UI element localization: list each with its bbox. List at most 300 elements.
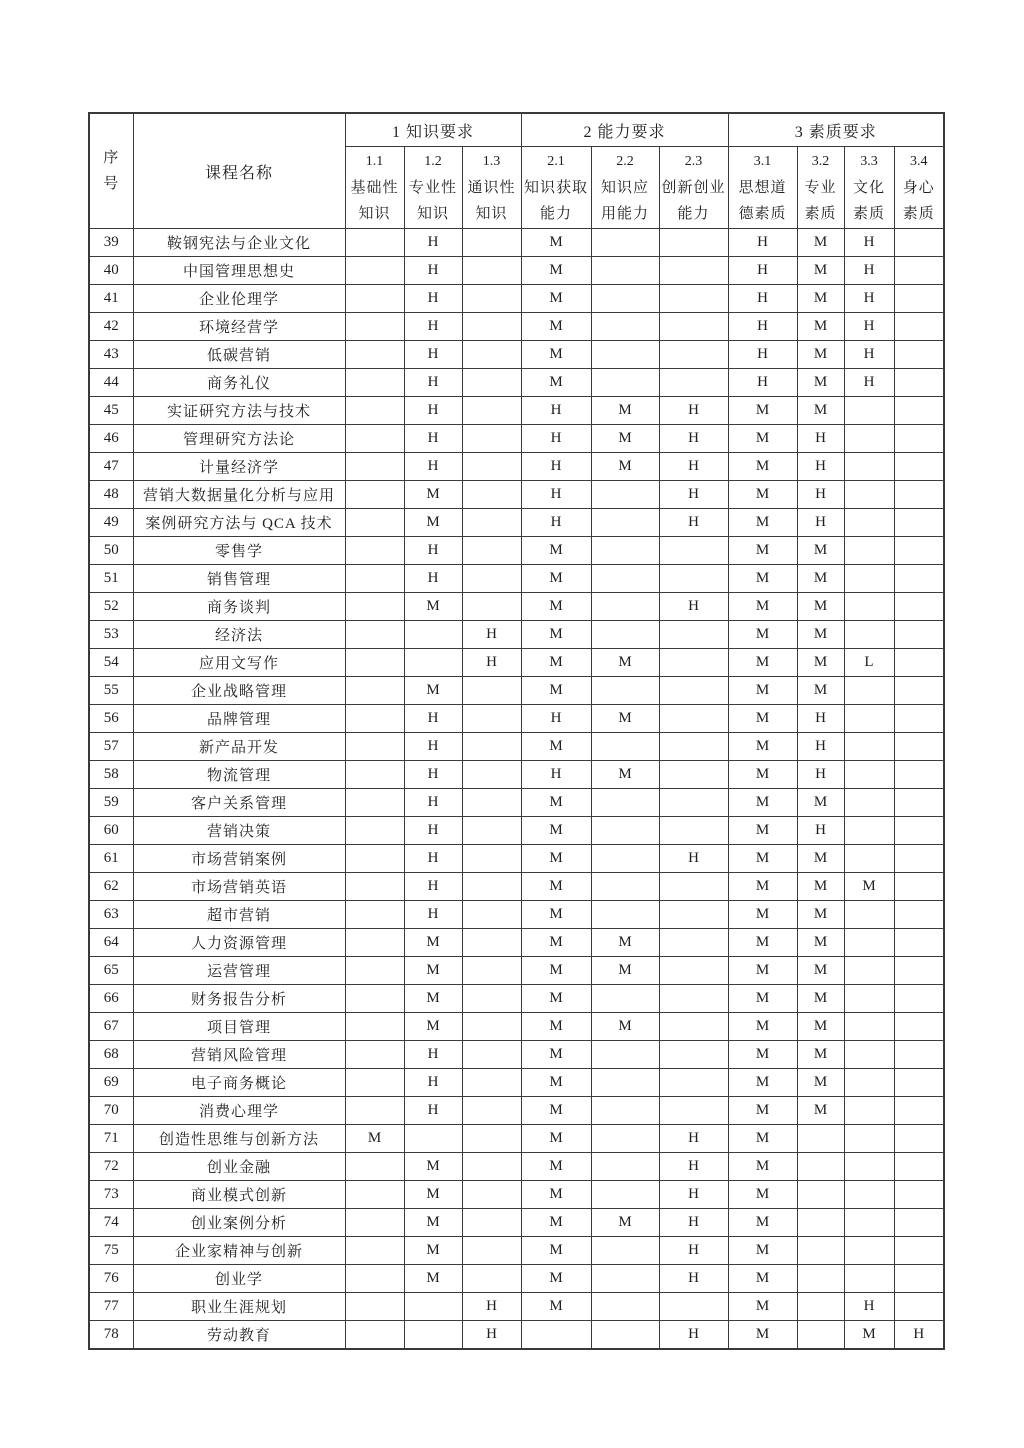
- requirement-value-cell: [844, 761, 894, 789]
- requirement-value-cell: [345, 1013, 404, 1041]
- course-name-cell: 商业模式创新: [133, 1181, 345, 1209]
- requirement-value-cell: [894, 425, 944, 453]
- col-header-3.4: [894, 147, 944, 229]
- course-name-cell: 商务谈判: [133, 593, 345, 621]
- requirement-value-cell: H: [659, 509, 728, 537]
- row-number-cell: 66: [89, 985, 133, 1013]
- col-group-header-2: 2 能力要求: [521, 113, 728, 147]
- requirement-value-cell: [844, 677, 894, 705]
- requirement-value-cell: H: [797, 481, 844, 509]
- table-row: [89, 845, 944, 873]
- requirement-value-cell: [345, 845, 404, 873]
- row-number-cell: 51: [89, 565, 133, 593]
- table-row: [89, 1097, 944, 1125]
- requirement-value-cell: H: [404, 705, 462, 733]
- requirement-value-cell: M: [591, 649, 659, 677]
- requirement-value-cell: [462, 509, 521, 537]
- requirement-value-cell: M: [404, 929, 462, 957]
- requirement-value-cell: H: [659, 397, 728, 425]
- requirement-value-cell: M: [728, 677, 797, 705]
- requirement-value-cell: H: [797, 425, 844, 453]
- header-text: 1.3: [482, 153, 501, 169]
- requirement-value-cell: M: [797, 873, 844, 901]
- table-row: [89, 425, 944, 453]
- requirement-value-cell: [844, 425, 894, 453]
- requirement-value-cell: H: [659, 845, 728, 873]
- requirement-value-cell: M: [728, 705, 797, 733]
- course-name-cell: 消费心理学: [133, 1097, 345, 1125]
- requirement-value-cell: [591, 733, 659, 761]
- col-header-seq: [89, 113, 133, 229]
- requirement-value-cell: [591, 509, 659, 537]
- requirement-value-cell: [345, 1293, 404, 1321]
- requirement-value-cell: M: [591, 397, 659, 425]
- requirement-value-cell: H: [404, 285, 462, 313]
- requirement-value-cell: M: [728, 1013, 797, 1041]
- requirement-value-cell: M: [404, 1181, 462, 1209]
- header-text: 知识获取: [523, 179, 588, 196]
- course-name-cell: 创造性思维与创新方法: [133, 1125, 345, 1153]
- row-number-cell: 46: [89, 425, 133, 453]
- requirement-value-cell: M: [797, 929, 844, 957]
- requirement-value-cell: [659, 733, 728, 761]
- requirement-value-cell: [894, 677, 944, 705]
- requirement-value-cell: H: [404, 1069, 462, 1097]
- requirement-value-cell: M: [844, 873, 894, 901]
- table-row: [89, 649, 944, 677]
- row-number-cell: 58: [89, 761, 133, 789]
- requirement-value-cell: [659, 537, 728, 565]
- requirement-value-cell: H: [659, 1321, 728, 1350]
- requirement-value-cell: [345, 1153, 404, 1181]
- requirement-value-cell: M: [404, 985, 462, 1013]
- requirement-value-cell: [894, 1069, 944, 1097]
- requirement-value-cell: M: [728, 733, 797, 761]
- table-row: [89, 1181, 944, 1209]
- requirement-value-cell: H: [462, 1293, 521, 1321]
- requirement-value-cell: M: [728, 397, 797, 425]
- course-name-cell: 商务礼仪: [133, 369, 345, 397]
- requirement-value-cell: H: [728, 285, 797, 313]
- requirement-value-cell: [345, 341, 404, 369]
- requirement-value-cell: [591, 1041, 659, 1069]
- course-name-cell: 品牌管理: [133, 705, 345, 733]
- requirement-value-cell: [844, 1125, 894, 1153]
- row-number-cell: 78: [89, 1321, 133, 1350]
- header-text: 2.2: [616, 153, 634, 169]
- course-name-cell: 劳动教育: [133, 1321, 345, 1350]
- requirement-value-cell: M: [591, 705, 659, 733]
- requirement-value-cell: M: [797, 285, 844, 313]
- requirement-value-cell: [894, 901, 944, 929]
- requirement-value-cell: M: [728, 845, 797, 873]
- course-name-cell: 经济法: [133, 621, 345, 649]
- course-name-cell: 实证研究方法与技术: [133, 397, 345, 425]
- requirement-value-cell: H: [404, 397, 462, 425]
- requirement-value-cell: [659, 1013, 728, 1041]
- requirement-value-cell: H: [521, 397, 591, 425]
- requirement-value-cell: M: [521, 285, 591, 313]
- requirement-value-cell: M: [521, 537, 591, 565]
- requirement-value-cell: [894, 1293, 944, 1321]
- requirement-value-cell: [591, 369, 659, 397]
- row-number-cell: 64: [89, 929, 133, 957]
- requirement-value-cell: [894, 509, 944, 537]
- requirement-value-cell: M: [345, 1125, 404, 1153]
- requirement-value-cell: [591, 1265, 659, 1293]
- row-number-cell: 65: [89, 957, 133, 985]
- header-text: 3.3: [860, 153, 878, 169]
- course-name-cell: 营销大数据量化分析与应用: [133, 481, 345, 509]
- requirement-value-cell: [894, 1013, 944, 1041]
- requirement-value-cell: [462, 733, 521, 761]
- requirement-value-cell: [844, 481, 894, 509]
- requirement-value-cell: [659, 985, 728, 1013]
- requirement-value-cell: [404, 621, 462, 649]
- requirement-value-cell: M: [728, 481, 797, 509]
- requirement-value-cell: [797, 1153, 844, 1181]
- requirement-value-cell: [345, 1209, 404, 1237]
- requirement-value-cell: M: [521, 957, 591, 985]
- requirement-value-cell: M: [521, 1153, 591, 1181]
- requirement-value-cell: H: [404, 761, 462, 789]
- course-name-cell: 营销风险管理: [133, 1041, 345, 1069]
- requirement-value-cell: [591, 1181, 659, 1209]
- header-text: 3.1: [753, 153, 772, 169]
- requirement-value-cell: [659, 1097, 728, 1125]
- requirement-value-cell: M: [728, 509, 797, 537]
- requirement-value-cell: M: [521, 1069, 591, 1097]
- requirement-value-cell: M: [797, 789, 844, 817]
- requirement-value-cell: M: [728, 1181, 797, 1209]
- requirement-value-cell: H: [521, 761, 591, 789]
- requirement-value-cell: H: [404, 1041, 462, 1069]
- requirement-value-cell: [591, 873, 659, 901]
- requirement-value-cell: [659, 761, 728, 789]
- requirement-value-cell: [894, 257, 944, 285]
- requirement-value-cell: [591, 845, 659, 873]
- requirement-value-cell: [894, 229, 944, 257]
- requirement-value-cell: M: [521, 901, 591, 929]
- header-text: 德素质: [738, 205, 787, 222]
- requirement-value-cell: [894, 453, 944, 481]
- requirement-value-cell: [659, 229, 728, 257]
- requirement-value-cell: [345, 705, 404, 733]
- requirement-value-cell: M: [728, 873, 797, 901]
- table-row: [89, 957, 944, 985]
- requirement-value-cell: [345, 733, 404, 761]
- requirement-value-cell: [659, 957, 728, 985]
- row-number-cell: 69: [89, 1069, 133, 1097]
- requirement-value-cell: [894, 733, 944, 761]
- requirement-value-cell: [844, 901, 894, 929]
- course-name-cell: 超市营销: [133, 901, 345, 929]
- requirement-value-cell: [797, 1181, 844, 1209]
- requirement-value-cell: [659, 341, 728, 369]
- requirement-value-cell: M: [404, 1013, 462, 1041]
- requirement-value-cell: [345, 285, 404, 313]
- col-group-header-3: 3 素质要求: [728, 113, 944, 147]
- requirement-value-cell: H: [797, 733, 844, 761]
- requirement-value-cell: [797, 1209, 844, 1237]
- requirement-value-cell: M: [797, 341, 844, 369]
- requirement-value-cell: [591, 817, 659, 845]
- requirement-value-cell: [894, 957, 944, 985]
- table-row: [89, 397, 944, 425]
- requirement-value-cell: M: [797, 677, 844, 705]
- requirement-value-cell: M: [728, 817, 797, 845]
- table-row: [89, 1069, 944, 1097]
- requirement-value-cell: M: [728, 1153, 797, 1181]
- requirement-value-cell: [844, 817, 894, 845]
- requirement-value-cell: H: [728, 229, 797, 257]
- requirement-value-cell: [462, 593, 521, 621]
- requirement-value-cell: [591, 1321, 659, 1350]
- requirement-value-cell: M: [728, 1237, 797, 1265]
- requirement-value-cell: [659, 313, 728, 341]
- requirement-value-cell: [844, 1153, 894, 1181]
- requirement-value-cell: H: [728, 257, 797, 285]
- requirement-value-cell: H: [844, 285, 894, 313]
- row-number-cell: 54: [89, 649, 133, 677]
- requirement-value-cell: [462, 1097, 521, 1125]
- requirement-value-cell: M: [404, 677, 462, 705]
- course-name-cell: 中国管理思想史: [133, 257, 345, 285]
- requirement-value-cell: [345, 313, 404, 341]
- requirement-value-cell: [894, 761, 944, 789]
- requirement-value-cell: [659, 677, 728, 705]
- requirement-value-cell: M: [591, 453, 659, 481]
- requirement-value-cell: H: [404, 845, 462, 873]
- requirement-value-cell: [591, 1097, 659, 1125]
- requirement-value-cell: [591, 313, 659, 341]
- requirement-value-cell: M: [521, 621, 591, 649]
- requirement-value-cell: H: [404, 453, 462, 481]
- requirement-value-cell: [797, 1293, 844, 1321]
- requirement-value-cell: M: [728, 1125, 797, 1153]
- requirement-value-cell: M: [728, 761, 797, 789]
- requirement-value-cell: [894, 873, 944, 901]
- requirement-value-cell: H: [462, 1321, 521, 1350]
- requirement-value-cell: [591, 257, 659, 285]
- requirement-value-cell: [345, 761, 404, 789]
- requirement-value-cell: H: [404, 565, 462, 593]
- requirement-value-cell: [462, 565, 521, 593]
- row-number-cell: 60: [89, 817, 133, 845]
- table-row: [89, 1209, 944, 1237]
- course-name-cell: 创业案例分析: [133, 1209, 345, 1237]
- requirement-value-cell: M: [521, 1125, 591, 1153]
- requirement-value-cell: M: [728, 1097, 797, 1125]
- table-body: [89, 229, 944, 1350]
- row-number-cell: 61: [89, 845, 133, 873]
- requirement-value-cell: [345, 229, 404, 257]
- row-number-cell: 76: [89, 1265, 133, 1293]
- table-row: [89, 705, 944, 733]
- requirement-value-cell: [462, 929, 521, 957]
- requirement-value-cell: M: [797, 565, 844, 593]
- requirement-value-cell: [844, 1181, 894, 1209]
- requirement-value-cell: H: [844, 257, 894, 285]
- requirement-value-cell: H: [659, 593, 728, 621]
- row-number-cell: 75: [89, 1237, 133, 1265]
- requirement-value-cell: [844, 929, 894, 957]
- requirement-value-cell: [345, 957, 404, 985]
- requirement-value-cell: H: [404, 873, 462, 901]
- col-group-header-1: 1 知识要求: [345, 113, 521, 147]
- requirement-value-cell: [591, 537, 659, 565]
- requirement-value-cell: M: [521, 789, 591, 817]
- requirement-value-cell: [462, 1265, 521, 1293]
- requirement-value-cell: [844, 509, 894, 537]
- requirement-value-cell: [659, 621, 728, 649]
- header-text: 文化: [852, 179, 885, 196]
- requirement-value-cell: M: [591, 929, 659, 957]
- requirement-value-cell: [894, 985, 944, 1013]
- requirement-value-cell: [591, 481, 659, 509]
- requirement-value-cell: M: [797, 257, 844, 285]
- requirement-value-cell: M: [728, 593, 797, 621]
- course-name-cell: 电子商务概论: [133, 1069, 345, 1097]
- requirement-value-cell: [591, 1237, 659, 1265]
- requirement-value-cell: [844, 1265, 894, 1293]
- requirement-value-cell: [462, 397, 521, 425]
- table-row: [89, 1237, 944, 1265]
- requirement-value-cell: [462, 537, 521, 565]
- course-requirements-table: [88, 112, 945, 1350]
- requirement-value-cell: [404, 1293, 462, 1321]
- requirement-value-cell: [797, 1125, 844, 1153]
- requirement-value-cell: M: [797, 1069, 844, 1097]
- row-number-cell: 41: [89, 285, 133, 313]
- requirement-value-cell: [462, 369, 521, 397]
- requirement-value-cell: [462, 677, 521, 705]
- requirement-value-cell: [462, 1181, 521, 1209]
- requirement-value-cell: [894, 1181, 944, 1209]
- requirement-value-cell: [659, 565, 728, 593]
- requirement-value-cell: M: [521, 1237, 591, 1265]
- seq-head-line1: 序: [103, 150, 120, 166]
- header-text: 思想道: [738, 179, 787, 196]
- requirement-value-cell: M: [521, 593, 591, 621]
- requirement-value-cell: M: [404, 1209, 462, 1237]
- requirement-value-cell: H: [404, 341, 462, 369]
- row-number-cell: 55: [89, 677, 133, 705]
- course-name-cell: 创业学: [133, 1265, 345, 1293]
- requirement-value-cell: [894, 369, 944, 397]
- requirement-value-cell: [894, 1153, 944, 1181]
- requirement-value-cell: M: [797, 957, 844, 985]
- course-name-cell: 环境经营学: [133, 313, 345, 341]
- requirement-value-cell: H: [844, 229, 894, 257]
- requirement-value-cell: H: [404, 229, 462, 257]
- requirement-value-cell: H: [404, 369, 462, 397]
- requirement-value-cell: M: [591, 761, 659, 789]
- header-text: 创新创业: [661, 179, 726, 196]
- course-name-cell: 职业生涯规划: [133, 1293, 345, 1321]
- requirement-value-cell: [844, 1237, 894, 1265]
- requirement-value-cell: [894, 593, 944, 621]
- requirement-value-cell: M: [521, 1041, 591, 1069]
- requirement-value-cell: H: [404, 733, 462, 761]
- requirement-value-cell: M: [797, 845, 844, 873]
- course-name-cell: 市场营销案例: [133, 845, 345, 873]
- table-row: [89, 1041, 944, 1069]
- requirement-value-cell: [591, 341, 659, 369]
- requirement-value-cell: M: [591, 425, 659, 453]
- table-row: [89, 985, 944, 1013]
- row-number-cell: 44: [89, 369, 133, 397]
- course-name-cell: 运营管理: [133, 957, 345, 985]
- requirement-value-cell: [462, 873, 521, 901]
- seq-head-line2: 号: [103, 176, 120, 192]
- requirement-value-cell: H: [797, 705, 844, 733]
- requirement-value-cell: L: [844, 649, 894, 677]
- requirement-value-cell: H: [521, 453, 591, 481]
- requirement-value-cell: [345, 1097, 404, 1125]
- requirement-value-cell: M: [521, 733, 591, 761]
- requirement-value-cell: [894, 1041, 944, 1069]
- requirement-value-cell: [591, 285, 659, 313]
- requirement-value-cell: M: [797, 229, 844, 257]
- requirement-value-cell: M: [404, 593, 462, 621]
- row-number-cell: 72: [89, 1153, 133, 1181]
- requirement-value-cell: [462, 901, 521, 929]
- header-text: 1.1: [365, 153, 384, 169]
- row-number-cell: 43: [89, 341, 133, 369]
- requirement-value-cell: M: [797, 593, 844, 621]
- requirement-value-cell: H: [659, 1209, 728, 1237]
- requirement-value-cell: [345, 593, 404, 621]
- table-row: [89, 341, 944, 369]
- requirement-value-cell: H: [521, 509, 591, 537]
- row-number-cell: 52: [89, 593, 133, 621]
- course-name-cell: 物流管理: [133, 761, 345, 789]
- requirement-value-cell: M: [728, 425, 797, 453]
- row-number-cell: 48: [89, 481, 133, 509]
- requirement-value-cell: [462, 229, 521, 257]
- requirement-value-cell: [345, 1041, 404, 1069]
- requirement-value-cell: M: [521, 565, 591, 593]
- table-row: [89, 537, 944, 565]
- course-name-cell: 计量经济学: [133, 453, 345, 481]
- requirement-value-cell: [345, 985, 404, 1013]
- requirement-value-cell: [404, 1125, 462, 1153]
- requirement-value-cell: [797, 1265, 844, 1293]
- requirement-value-cell: H: [659, 1153, 728, 1181]
- requirement-value-cell: [591, 565, 659, 593]
- requirement-value-cell: M: [728, 957, 797, 985]
- requirement-value-cell: [591, 1125, 659, 1153]
- requirement-value-cell: [462, 453, 521, 481]
- requirement-value-cell: [345, 481, 404, 509]
- requirement-value-cell: [345, 1265, 404, 1293]
- table-row: [89, 1125, 944, 1153]
- requirement-value-cell: M: [404, 1153, 462, 1181]
- requirement-value-cell: [345, 901, 404, 929]
- table-row: [89, 761, 944, 789]
- requirement-value-cell: M: [591, 957, 659, 985]
- table-header: [89, 113, 944, 229]
- header-group-row: [89, 113, 944, 147]
- header-text: 素质: [852, 205, 885, 222]
- requirement-value-cell: [345, 369, 404, 397]
- requirement-value-cell: M: [591, 1013, 659, 1041]
- table-row: [89, 313, 944, 341]
- requirement-value-cell: M: [728, 537, 797, 565]
- requirement-value-cell: [844, 1069, 894, 1097]
- col-header-1.2: [404, 147, 462, 229]
